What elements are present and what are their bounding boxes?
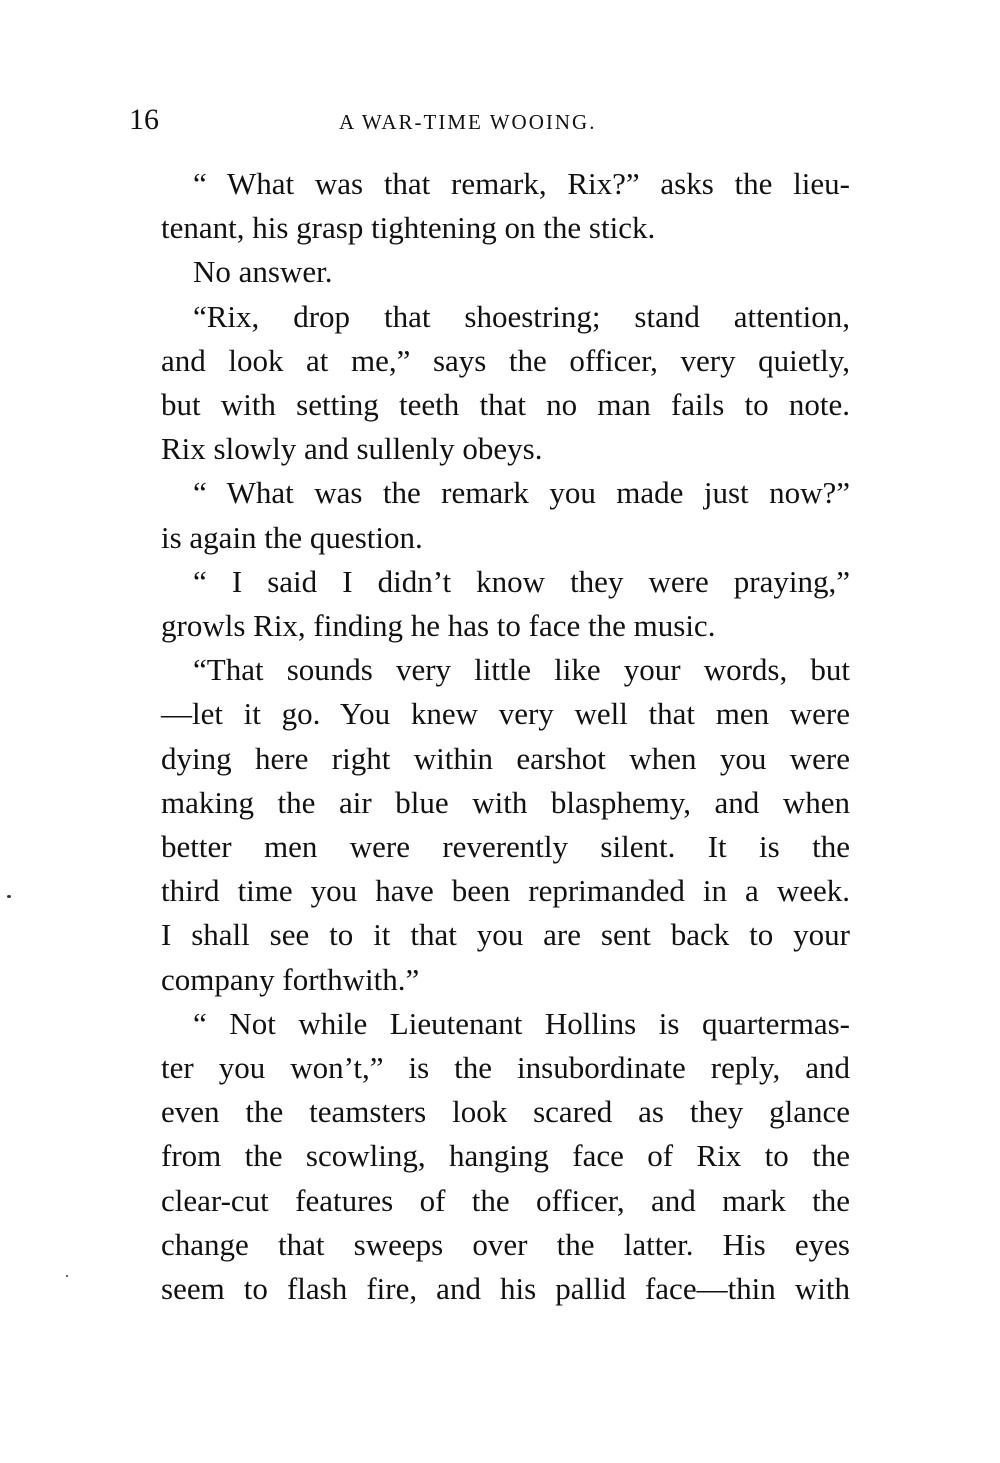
text-line: is again the question.: [161, 519, 423, 555]
text-line: change that sweeps over the latter. His eyes: [161, 1226, 850, 1262]
page-number: 16: [129, 103, 159, 136]
text-line: —let it go. You knew very well that men were: [161, 696, 850, 732]
paragraph: [129, 162, 850, 250]
paragraph: [129, 560, 850, 648]
text-line: Rix slowly and sullenly obeys.: [161, 431, 543, 467]
paragraph: [129, 250, 850, 294]
text-line: seem to flash fire, and his pallid face—thin with: [161, 1271, 850, 1307]
text-line: No answer.: [193, 254, 333, 290]
text-line: “That sounds very little like your words, but: [193, 652, 850, 688]
paragraph: [129, 648, 850, 1002]
scan-speck: [66, 1275, 68, 1277]
running-title: A WAR-TIME WOOING.: [339, 110, 597, 134]
text-line: “ Not while Lieutenant Hollins is quartermas-: [193, 1005, 850, 1041]
text-line: better men were reverently silent. It is the: [161, 829, 850, 865]
text-line: making the air blue with blasphemy, and when: [161, 784, 850, 820]
text-line: third time you have been reprimanded in a week.: [161, 873, 850, 909]
text-line: I shall see to it that you are sent back to your: [161, 917, 850, 953]
text-line: dying here right within earshot when you were: [161, 740, 850, 776]
paragraph: [129, 471, 850, 559]
scan-speck: [7, 895, 11, 898]
text-line: ter you won’t,” is the insubordinate reply, and: [161, 1050, 850, 1086]
text-line: “ I said I didn’t know they were praying,”: [193, 563, 850, 599]
paragraph: [129, 1002, 850, 1311]
text-line: growls Rix, finding he has to face the music.: [161, 608, 716, 644]
text-line: tenant, his grasp tightening on the stick.: [161, 210, 656, 246]
body-text: [129, 162, 850, 1311]
text-line: from the scowling, hanging face of Rix to the: [161, 1138, 850, 1174]
text-line: “ What was the remark you made just now?”: [193, 475, 850, 511]
page-header: [129, 100, 850, 140]
text-line: company forthwith.”: [161, 961, 420, 997]
text-line: even the teamsters look scared as they glance: [161, 1094, 850, 1130]
text-line: and look at me,” says the officer, very quietly,: [161, 342, 850, 378]
text-line: “ What was that remark, Rix?” asks the lieu-: [193, 166, 850, 201]
text-line: “Rix, drop that shoestring; stand attention,: [193, 298, 850, 334]
paragraph: [129, 295, 850, 472]
text-line: but with setting teeth that no man fails to note.: [161, 387, 850, 423]
text-line: clear-cut features of the officer, and mark the: [161, 1182, 850, 1218]
